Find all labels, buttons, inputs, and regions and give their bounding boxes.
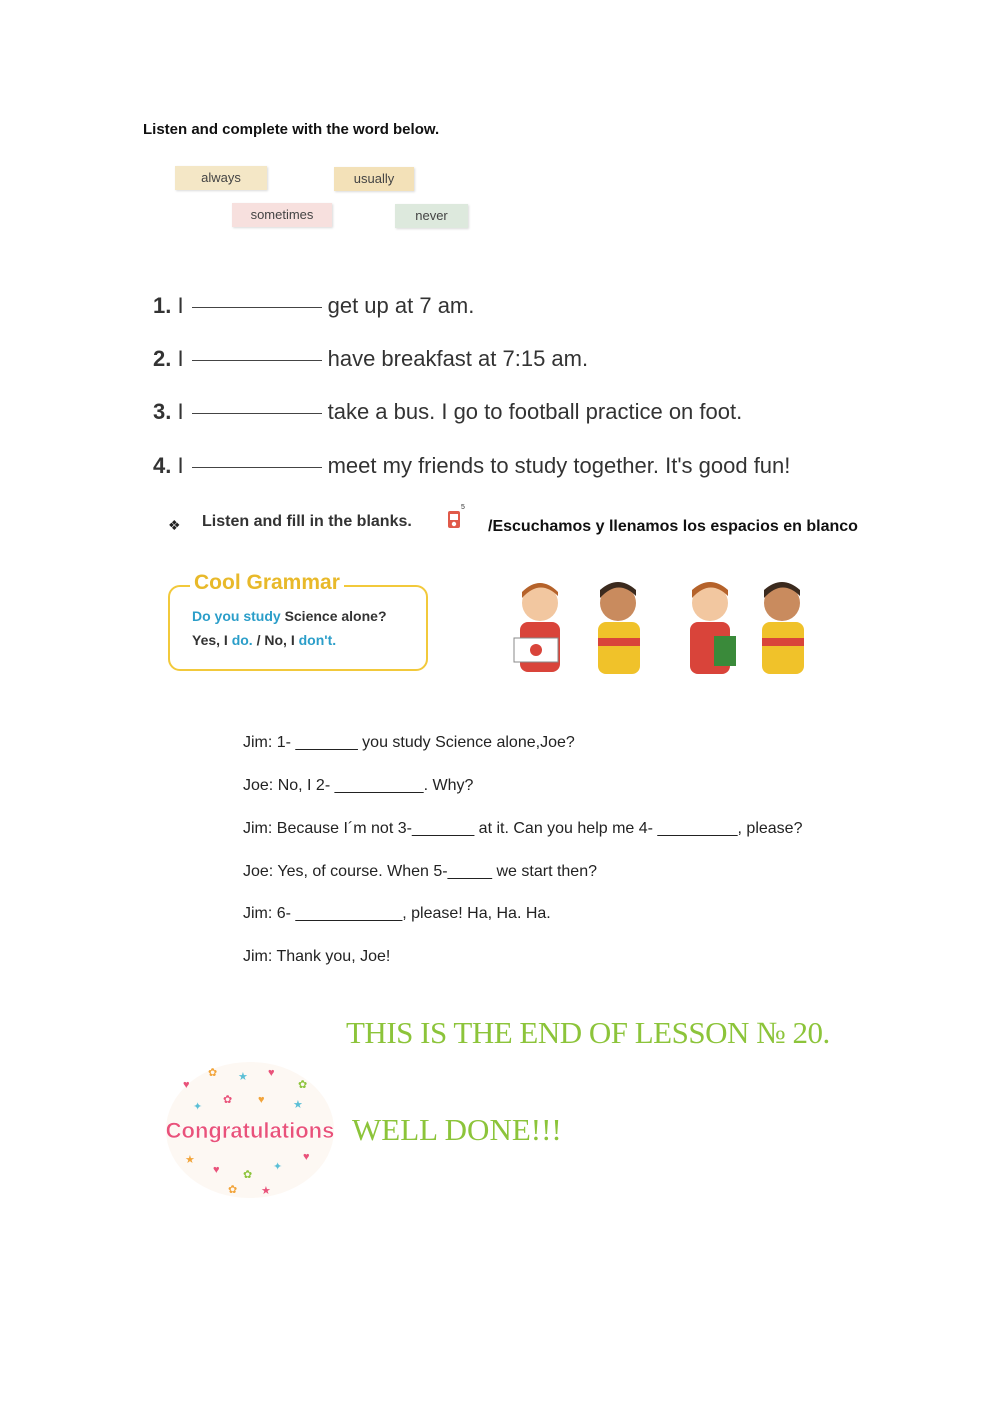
sentence-subject: I (177, 293, 184, 318)
grammar-title: Cool Grammar (190, 571, 344, 595)
sentence-rest: take a bus. I go to football practice on foot. (327, 399, 743, 424)
answer-blank[interactable] (192, 359, 322, 361)
sentence-subject: I (177, 399, 184, 424)
svg-text:♥: ♥ (213, 1164, 220, 1176)
svg-text:★: ★ (185, 1154, 195, 1166)
dialogue-line-1: Jim: 1- _______ you study Science alone,Joe? (243, 734, 575, 751)
grammar-do: do. (231, 632, 253, 648)
sentence-subject: I (177, 453, 184, 478)
sentence-rest: get up at 7 am. (327, 293, 475, 318)
sentence-2 (153, 346, 588, 372)
svg-text:♥: ♥ (303, 1151, 310, 1163)
svg-text:♥: ♥ (183, 1079, 190, 1091)
instruction-heading: Listen and complete with the word below. (143, 121, 440, 138)
sentence-number: 3. (153, 399, 172, 424)
sentence-1 (153, 293, 474, 319)
spanish-instruction: /Escuchamos y llenamos los espacios en blanco (488, 518, 858, 535)
listen-instruction: Listen and fill in the blanks. (202, 513, 412, 530)
answer-blank[interactable] (192, 306, 322, 308)
grammar-question (192, 608, 387, 624)
grammar-answer (192, 632, 336, 648)
students-illustration (500, 578, 820, 708)
svg-text:✿: ✿ (208, 1067, 218, 1079)
grammar-dont: don't. (298, 632, 337, 648)
sentence-subject: I (177, 346, 184, 371)
well-done-text: WELL DONE!!! (352, 1112, 562, 1147)
svg-text:✦: ✦ (193, 1101, 203, 1113)
congratulations-text: Congratulations (165, 1118, 335, 1143)
bullet-icon: ❖ (168, 517, 181, 533)
svg-text:♥: ♥ (258, 1094, 265, 1106)
dialogue-line-5: Jim: 6- ____________, please! Ha, Ha. Ha. (243, 905, 551, 922)
word-chip-usually: usually (334, 167, 414, 191)
answer-blank[interactable] (192, 466, 322, 468)
sentence-rest: have breakfast at 7:15 am. (327, 346, 589, 371)
sentence-number: 4. (153, 453, 172, 478)
svg-text:★: ★ (238, 1071, 248, 1083)
svg-text:✦: ✦ (273, 1161, 283, 1173)
sentence-number: 1. (153, 293, 172, 318)
grammar-box (168, 585, 428, 671)
dialogue-line-4: Joe: Yes, of course. When 5-_____ we start then? (243, 863, 597, 880)
sentence-number: 2. (153, 346, 172, 371)
svg-text:★: ★ (293, 1099, 303, 1111)
track-number: 5 (461, 504, 465, 511)
audio-track-icon[interactable] (446, 503, 466, 529)
svg-text:♥: ♥ (268, 1067, 275, 1079)
dialogue-line-2: Joe: No, I 2- __________. Why? (243, 777, 474, 794)
grammar-yes: Yes, I (192, 632, 232, 648)
answer-blank[interactable] (192, 412, 322, 414)
svg-text:★: ★ (261, 1185, 271, 1197)
svg-text:✿: ✿ (298, 1079, 308, 1091)
sentence-4 (153, 453, 790, 479)
svg-text:✿: ✿ (243, 1169, 253, 1181)
svg-text:✿: ✿ (228, 1184, 238, 1196)
end-of-lesson-text: THIS IS THE END OF LESSON № 20. (346, 1015, 830, 1050)
word-chip-always: always (175, 166, 267, 190)
word-chip-sometimes: sometimes (232, 203, 332, 227)
svg-text:✿: ✿ (223, 1094, 233, 1106)
grammar-q-rest: Science alone? (284, 608, 387, 624)
congratulations-image (163, 1058, 338, 1203)
word-chip-never: never (395, 204, 468, 228)
sentence-rest: meet my friends to study together. It's good fun! (327, 453, 791, 478)
grammar-q-highlight: Do you study (192, 608, 285, 624)
dialogue-line-6: Jim: Thank you, Joe! (243, 948, 391, 965)
sentence-3 (153, 399, 742, 425)
dialogue-line-3: Jim: Because I´m not 3-_______ at it. Can you help me 4- _________, please? (243, 820, 803, 837)
grammar-sep: / No, I (252, 632, 299, 648)
